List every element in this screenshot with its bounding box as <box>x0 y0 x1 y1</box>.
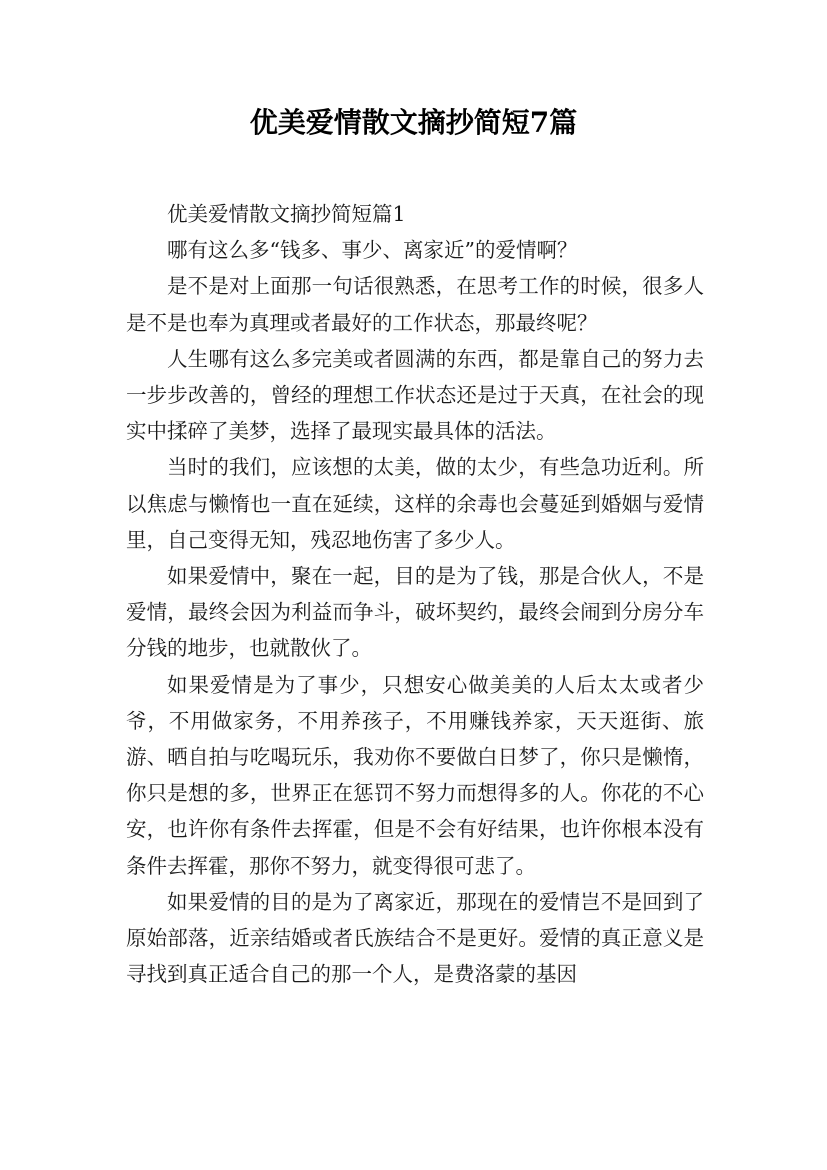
paragraph: 是不是对上面那一句话很熟悉，在思考工作的时候，很多人是不是也奉为真理或者最好的工作状态，那最终呢？ <box>126 274 704 335</box>
paragraph: 人生哪有这么多完美或者圆满的东西，都是靠自己的努力去一步步改善的，曾经的理想工作状态还是过于天真，在社会的现实中揉碎了美梦，选择了最现实最具体的活法。 <box>126 346 704 444</box>
paragraph: 哪有这么多“钱多、事少、离家近”的爱情啊？ <box>167 238 578 263</box>
document-body <box>126 196 704 992</box>
section-heading: 优美爱情散文摘抄简短篇1 <box>167 202 406 226</box>
paragraph: 如果爱情中，聚在一起，目的是为了钱，那是合伙人，不是爱情，最终会因为利益而争斗，破坏契约，最终会闹到分房分车分钱的地步，也就散伙了。 <box>126 564 704 661</box>
paragraph: 如果爱情是为了事少，只想安心做美美的人后太太或者少爷，不用做家务，不用养孩子，不用赚钱养家，天天逛街、旅游、晒自拍与吃喝玩乐，我劝你不要做白日梦了，你只是懒惰，你只是想的多，世界正在惩罚不努力而想得多的人。你花的不心安，也许你有条件去挥霍，但是不会有好结果，也许你根本没有条件去挥霍，那你不努力，就变得很可悲了。 <box>126 672 704 878</box>
document-title: 优美爱情散文摘抄简短7篇 <box>249 106 578 139</box>
paragraph: 如果爱情的目的是为了离家近，那现在的爱情岂不是回到了原始部落，近亲结婚或者氏族结合不是更好。爱情的真正意义是寻找到真正适合自己的那一个人，是费洛蒙的基因 <box>126 889 704 987</box>
paragraph: 当时的我们，应该想的太美，做的太少，有些急功近利。所以焦虑与懒惰也一直在延续，这样的余毒也会蔓延到婚姻与爱情里，自己变得无知，残忍地伤害了多少人。 <box>126 455 704 552</box>
